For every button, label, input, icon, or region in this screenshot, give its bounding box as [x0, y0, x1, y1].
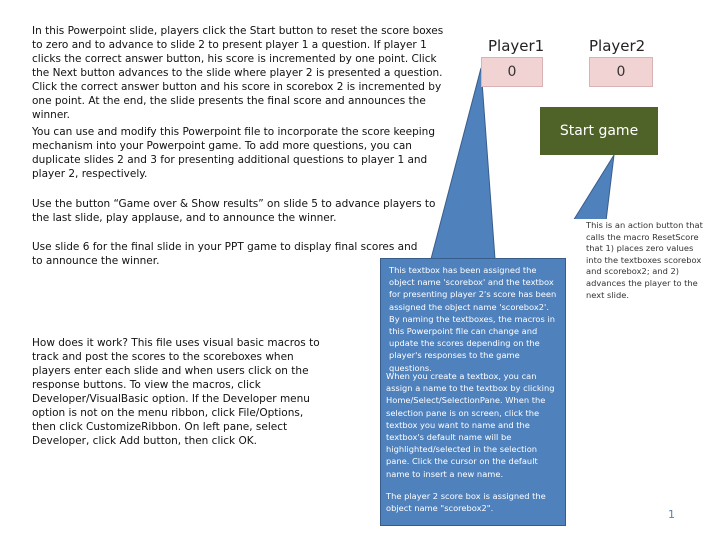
- start-button-callout-text: This is an action button that calls the macro ResetScore that 1) places zero values into the textboxes scorebox and scorebox2; and 2) advances the player to the next slide.: [586, 220, 703, 300]
- player1-scorebox: 0: [481, 57, 543, 87]
- game-over-paragraph: Use the button “Game over & Show results” on slide 5 to advance players to the last slide, play applause, and to announce the winner.: [32, 198, 436, 224]
- scorebox-callout: [380, 258, 566, 526]
- scorebox-callout-text-c: The player 2 score box is assigned the object name "scorebox2".: [386, 491, 546, 514]
- final-slide-paragraph: Use slide 6 for the final slide in your PPT game to display final scores and to announce the winner.: [32, 241, 418, 267]
- start-button-callout: [572, 219, 707, 300]
- start-callout-pointer: [573, 155, 614, 221]
- start-game-button[interactable]: Start game: [540, 107, 658, 155]
- page-number: 1: [668, 508, 675, 521]
- how-it-works-paragraph: How does it work? This file uses visual basic macros to track and post the scores to the scoreboxes when players enter each slide and when users click on the response buttons. To view the macros, click Developer/VisualBasic option. If the Developer menu option is not on the menu ribbon, click File/Options, then click CustomizeRibbon. On left pane, select Developer, click Add button, then click OK.: [32, 337, 320, 447]
- scorebox-callout-text-a: This textbox has been assigned the object name 'scorebox' and the textbox for presenting player 2's score has been assigned the object name 'scorebox2'. By naming the textboxes, the macros in this Powerpoint file can change and update the scores depending on the player's responses to the game questions.: [389, 265, 557, 373]
- scorebox-callout-text-b: When you create a textbox, you can assign a name to the textbox by clicking Home/Select/SelectionPane. When the selection pane is on screen, click the textbox you want to name and the textbox's default name will be highlighted/selected in the selection pane. Click the cursor on the default name to insert a new name.: [386, 371, 555, 479]
- intro-paragraph: In this Powerpoint slide, players click the Start button to reset the score boxes to zero and to advance to slide 2 to present player 1 a question. If player 1 clicks the correct answer button, his score is incremented by one point. Click the Next button advances to the slide where player 2 is presented a question. Click the correct answer button and his score in scorebox 2 is incremented by one point. At the end, the slide presents the final score and announces the winner.: [32, 25, 444, 121]
- player2-scorebox: 0: [589, 57, 653, 87]
- player1-label: Player1: [488, 37, 545, 55]
- scorebox-callout-pointer: [431, 68, 495, 259]
- player2-label: Player2: [589, 37, 646, 55]
- modify-paragraph: You can use and modify this Powerpoint file to incorporate the score keeping mechanism into your Powerpoint game. To add more questions, you can duplicate slides 2 and 3 for presenting additional questions to player 1 and player 2, respectively.: [32, 126, 436, 180]
